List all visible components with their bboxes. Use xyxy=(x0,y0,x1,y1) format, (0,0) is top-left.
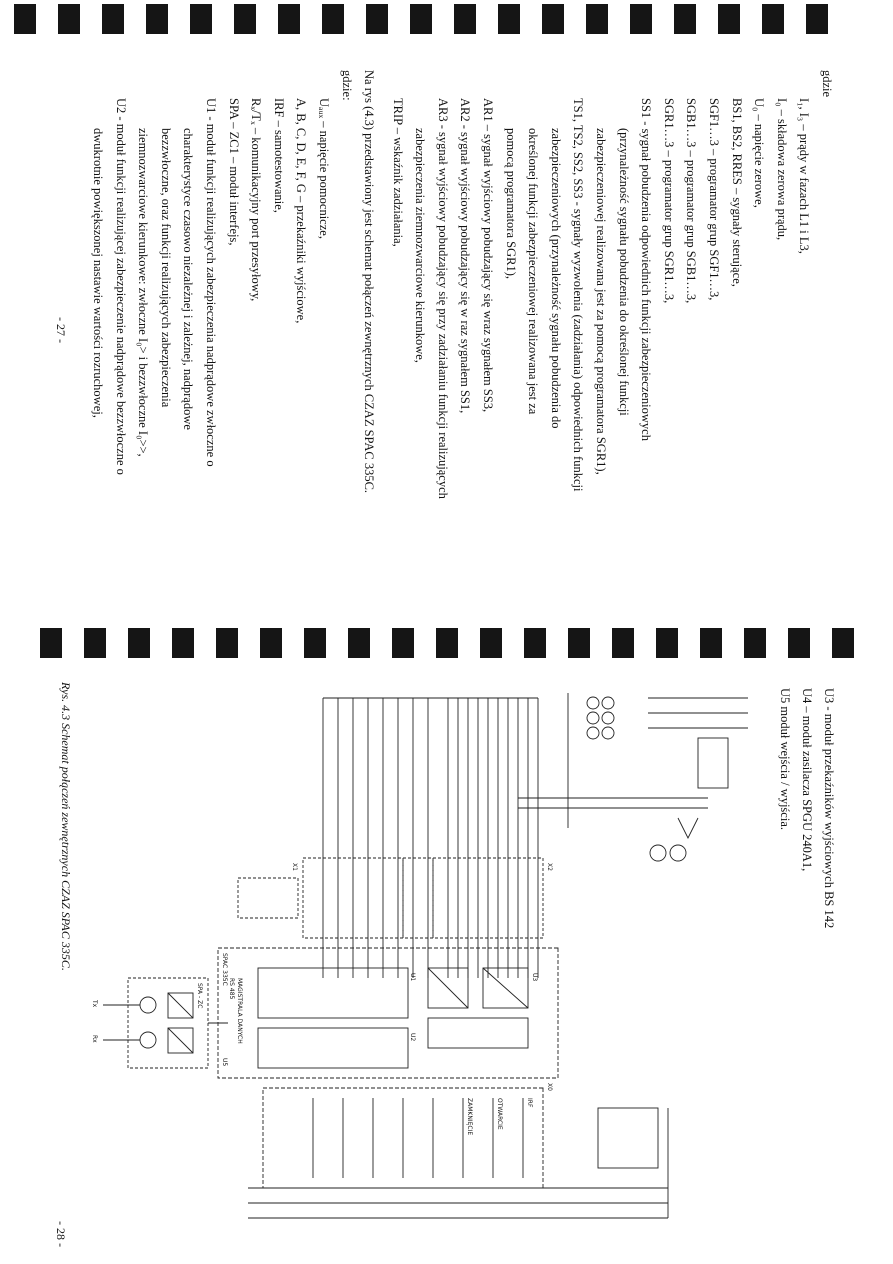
label-magistrala: MAGISTRALA DANYCH xyxy=(236,978,243,1044)
text-line: U₀ – napięcie zerowe, xyxy=(752,98,767,208)
text-line: IRF – samotestowanie, xyxy=(271,98,286,213)
page-28 xyxy=(38,668,858,1264)
page-27 xyxy=(38,50,858,610)
binding-hole xyxy=(260,628,282,658)
binding-hole xyxy=(744,628,766,658)
text-line: U2 - moduł funkcji realizującej zabezpieczenie nadprądowe bezzwłoczne o xyxy=(113,98,128,475)
text-line: AR2 - sygnał wyjściowy pobudzający się w raz sygnałem SS1, xyxy=(458,98,473,414)
binding-hole xyxy=(322,4,344,34)
binding-hole xyxy=(304,628,326,658)
binding-hole xyxy=(410,4,432,34)
binding-hole xyxy=(84,628,106,658)
label-u2: U2 xyxy=(409,1033,416,1042)
binding-hole xyxy=(216,628,238,658)
text-line: pomocą programatora SGR1), xyxy=(503,128,518,280)
binding-hole xyxy=(172,628,194,658)
page-27-rotated-content xyxy=(38,50,858,610)
text-line: SGF1…3 – programator grup SGF1…3, xyxy=(707,98,722,301)
wiring-diagram xyxy=(88,678,768,1238)
binding-hole xyxy=(348,628,370,658)
text-line: U5 moduł wejścia / wyjścia. xyxy=(778,688,792,830)
binding-hole xyxy=(58,4,80,34)
binding-hole xyxy=(586,4,608,34)
binding-hole xyxy=(278,4,300,34)
label-irf: IRF xyxy=(526,1098,533,1108)
binding-hole xyxy=(14,4,36,34)
binding-hole xyxy=(718,4,740,34)
binding-hole xyxy=(480,628,502,658)
label-spa-zc: SPA - ZC xyxy=(196,983,203,1009)
binding-hole xyxy=(146,4,168,34)
text-line: charakterystyce czasowo niezależnej i zależnej, nadprądowe xyxy=(181,128,196,430)
text-line: TS1, TS2, SS2, SS3 - sygnały wyzwolenia (zadziałania) odpowiednich funkcji xyxy=(571,98,586,492)
text-line: U3 - moduł przekaźników wyjściowych BS 142 xyxy=(822,688,836,929)
text-line: U4 – moduł zasilacza SPGU 240A1, xyxy=(800,688,814,872)
text-line: zabezpieczeniowej realizowana jest za pomocą programatora SGR1), xyxy=(594,128,609,475)
text-line: (przynależność sygnału pobudzenia do określonej funkcji xyxy=(616,128,631,416)
binding-hole xyxy=(128,628,150,658)
binding-hole xyxy=(436,628,458,658)
label-u1: U1 xyxy=(409,973,416,982)
text-line: SGB1…3 – programator grup SGB1…3, xyxy=(684,98,699,304)
text-line: SGR1…3 – programator grup SGR1…3, xyxy=(661,98,676,304)
binding-hole xyxy=(498,4,520,34)
label-x1: X1 xyxy=(291,863,298,871)
text-line: gdzie: xyxy=(339,70,354,101)
binding-hole xyxy=(762,4,784,34)
text-line: SS1 - sygnał pobudzenia odpowiednich funkcji zabezpieczeniowych xyxy=(639,98,654,441)
binding-hole xyxy=(234,4,256,34)
label-tx: Tx xyxy=(91,1000,98,1008)
page-27-text xyxy=(86,70,838,585)
binding-hole xyxy=(568,628,590,658)
binding-hole xyxy=(40,628,62,658)
label-u3: U3 xyxy=(531,973,538,982)
binding-hole xyxy=(806,4,828,34)
text-line: dwukrotnie powiększonej nastawie wartości rozruchowej, xyxy=(91,128,105,418)
label-rx: Rx xyxy=(91,1035,98,1043)
label-otwarcie: OTWARCIE xyxy=(496,1098,503,1130)
label-x2: X2 xyxy=(546,863,553,871)
binding-hole xyxy=(832,628,854,658)
text-line: zabezpieczeniowych (przynależność sygnału pobudzenia do xyxy=(548,128,563,429)
text-line: A, B, C, D, E, F, G – przekaźniki wyjściowe, xyxy=(294,98,309,324)
text-line: SPA – ZC1 – moduł interfejs, xyxy=(226,98,241,246)
text-line: TRIP – wskaźnik zadziałania, xyxy=(390,98,405,247)
binding-strip-middle xyxy=(0,620,893,664)
text-line: AR3 - sygnał wyjściowy pobudzający się przy zadziałaniu funkcji realizujących xyxy=(435,98,450,499)
binding-hole xyxy=(542,4,564,34)
text-line: gdzie xyxy=(820,70,834,98)
page-number: - 28 - xyxy=(54,1221,68,1247)
text-line: U1 - moduł funkcji realizujących zabezpieczenia nadprądowe zwłoczne o xyxy=(203,98,218,467)
label-spac: SPAC 335C xyxy=(221,953,228,986)
binding-hole xyxy=(788,628,810,658)
label-u5: U5 xyxy=(221,1058,228,1067)
binding-hole xyxy=(454,4,476,34)
text-line: Na rys (4.3) przedstawiony jest schemat połączeń zewnętrznych CZAZ SPAC 335C. xyxy=(362,70,377,494)
text-line: zabezpieczenia ziemnozwarciowe kierunkowe, xyxy=(413,128,428,363)
binding-hole xyxy=(630,4,652,34)
text-line: bezzwłoczne, oraz funkcji realizujących zabezpieczenia xyxy=(158,128,173,408)
binding-hole xyxy=(612,628,634,658)
page-number: - 27 - xyxy=(54,317,68,343)
text-line: Rₓ/Tₓ – komunikacyjny port przesyłowy, xyxy=(249,98,264,302)
binding-hole xyxy=(524,628,546,658)
figure-caption: Rys. 4.3 Schemat połączeń zewnętrznych CZAZ SPAC 335C. xyxy=(59,682,73,971)
label-zamkniecie: ZAMKNIĘCIE xyxy=(466,1098,473,1136)
binding-hole xyxy=(674,4,696,34)
text-line: AR1 – sygnał wyjściowy pobudzający się wraz sygnałem SS3, xyxy=(481,98,496,413)
binding-hole xyxy=(366,4,388,34)
text-line: określonej funkcji zabezpieczeniowej realizowana jest za xyxy=(526,128,541,415)
binding-strip-top xyxy=(0,0,893,40)
label-x0: X0 xyxy=(546,1083,553,1091)
text-line: Uₐᵤₓ – napięcie pomocnicze, xyxy=(316,98,331,239)
text-line: I₁, I₃ – prądy w fazach L1 i L3, xyxy=(797,98,812,254)
binding-hole xyxy=(190,4,212,34)
module-list xyxy=(774,688,840,928)
binding-hole xyxy=(700,628,722,658)
binding-hole xyxy=(656,628,678,658)
label-rs485: RS 485 xyxy=(228,978,235,1000)
text-line: I₀ – składowa zerowa prądu, xyxy=(774,98,789,241)
text-line: ziemnozwarciowe kierunkowe: zwłoczne I₀> i bezzwłoczne I₀>>, xyxy=(136,128,151,457)
binding-hole xyxy=(392,628,414,658)
binding-hole xyxy=(102,4,124,34)
page-28-rotated-content xyxy=(38,668,858,1264)
text-line: BS1, BS2, RRES – sygnały sterujące, xyxy=(729,98,744,287)
